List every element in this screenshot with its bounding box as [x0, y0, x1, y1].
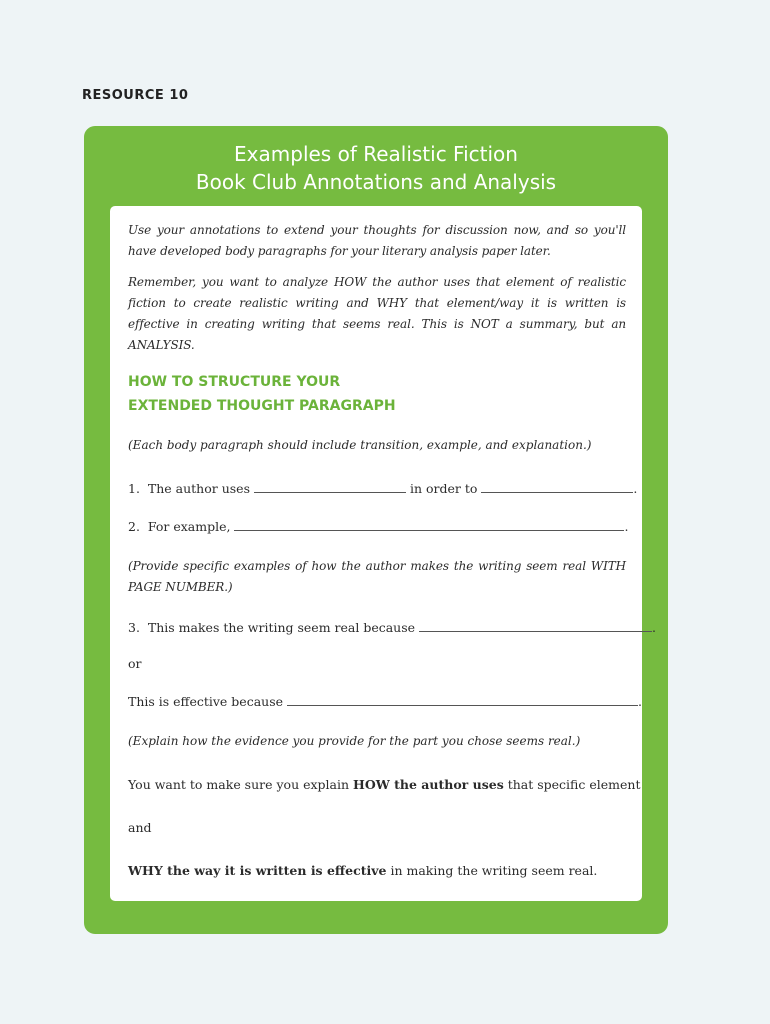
effective-line: [128, 693, 642, 709]
closing-1-bold: HOW the author uses: [353, 777, 504, 792]
closing-2-bold: WHY the way it is written is effective: [128, 863, 387, 878]
or-text: or: [128, 656, 142, 671]
section-heading: [128, 370, 396, 418]
closing-1-pre: You want to make sure you explain: [128, 777, 354, 792]
item-3-text-a: This makes the writing seem real because: [147, 620, 416, 635]
effective-blank[interactable]: [287, 693, 638, 706]
closing-line-1: [128, 777, 640, 792]
item-3-blank[interactable]: [419, 619, 652, 632]
item-2-end: .: [624, 519, 629, 534]
heading-line-1: HOW TO STRUCTURE YOUR: [128, 374, 341, 390]
effective-text: This is effective because: [128, 694, 284, 709]
content-card: [110, 206, 657, 901]
effective-end: .: [638, 694, 642, 709]
intro-paragraph-1: Use your annotations to extend your thoughts for discussion now, and so you'll have developed body paragraphs for your literary analysis paper later.: [128, 223, 626, 258]
note-examples: (Provide specific examples of how the author makes the writing seem real WITH PAGE NUMBER.): [128, 559, 626, 594]
item-2-text-a: For example,: [147, 519, 231, 534]
heading-line-2: EXTENDED THOUGHT PARAGRAPH: [128, 398, 396, 414]
item-2-number: 2.: [128, 519, 140, 534]
resource-panel: [84, 126, 668, 934]
title-line-1: Examples of Realistic Fiction: [234, 142, 518, 166]
title-line-2: Book Club Annotations and Analysis: [195, 170, 557, 194]
closing-2-post: in making the writing seem real.: [386, 863, 598, 878]
item-3-number: 3.: [128, 620, 140, 635]
closing-1-post: that specific element: [503, 777, 641, 792]
and-text: and: [128, 820, 152, 835]
item-1-blank-b[interactable]: [481, 480, 633, 493]
resource-label: RESOURCE 10: [82, 88, 189, 103]
item-1-number: 1.: [128, 481, 140, 496]
item-3-end: .: [652, 620, 657, 635]
intro-paragraph-2: Remember, you want to analyze HOW the author uses that element of realistic fiction to create realistic writing and WHY that element/way it is written is effective in creating writing that seems real. This is NOT a summary, but an ANALYSIS.: [128, 275, 626, 352]
item-3: [128, 619, 656, 635]
item-1-end: .: [633, 481, 638, 496]
item-1-text-a: The author uses: [147, 481, 250, 496]
item-1: [128, 480, 637, 496]
item-1-text-b: in order to: [409, 481, 478, 496]
item-2: [128, 518, 628, 534]
closing-line-2: [128, 863, 597, 878]
item-1-blank-a[interactable]: [254, 480, 406, 493]
note-body-paragraph: (Each body paragraph should include transition, example, and explanation.): [128, 438, 592, 452]
note-explain: (Explain how the evidence you provide for the part you chose seems real.): [128, 734, 581, 748]
page-title: [84, 140, 668, 196]
item-2-blank[interactable]: [234, 518, 624, 531]
